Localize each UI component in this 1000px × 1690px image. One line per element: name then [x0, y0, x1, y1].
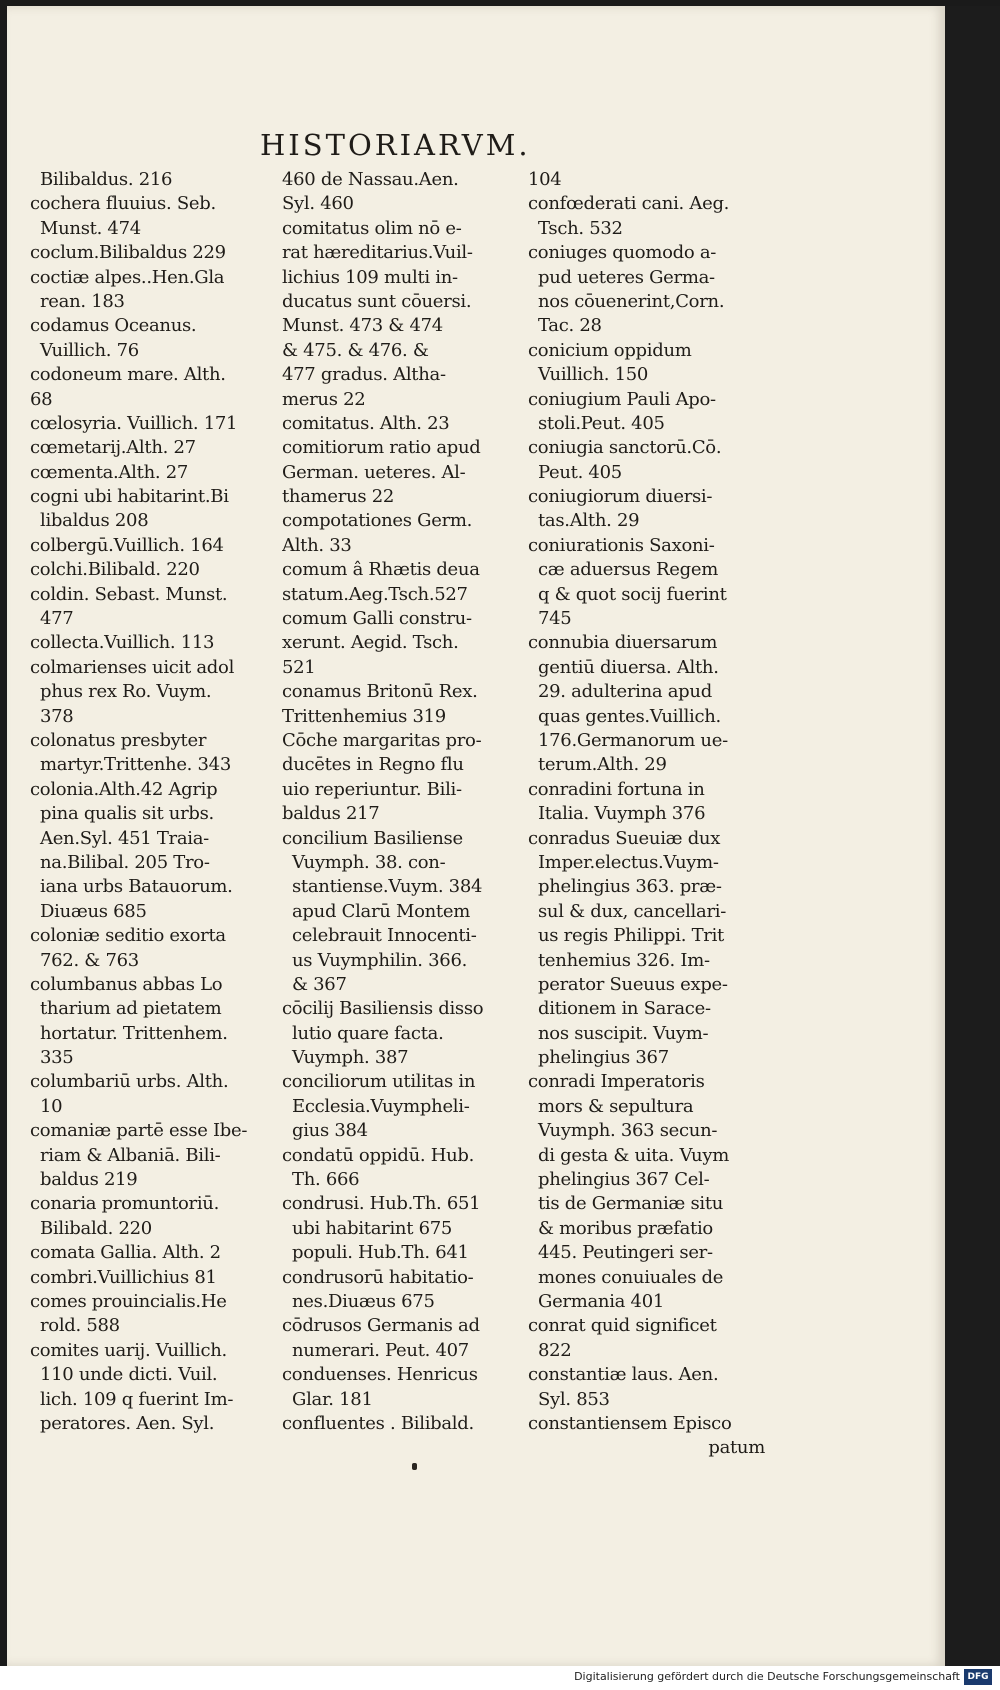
index-line: comaniæ partē esse Ibe- [30, 1120, 248, 1142]
index-line: patum [708, 1437, 765, 1458]
index-line: ditionem in Sarace- [538, 998, 711, 1020]
index-line: Vuymph. 363 secun- [538, 1120, 718, 1142]
index-line: mors & sepultura [538, 1095, 694, 1117]
index-line: pud ueteres Germa- [538, 266, 715, 288]
index-column-1 [30, 168, 257, 1458]
index-line: coclum.Bilibaldus 229 [30, 242, 226, 264]
index-line: coniugia sanctorū.Cō. [528, 437, 722, 459]
index-line: peratores. Aen. Syl. [40, 1412, 215, 1434]
index-line: Munst. 474 [40, 217, 141, 239]
index-line: conrat quid significet [528, 1315, 717, 1337]
index-line: colchi.Bilibald. 220 [30, 559, 200, 581]
index-line: libaldus 208 [40, 510, 149, 532]
index-line: 104 [528, 169, 562, 190]
index-line: cogni ubi habitarint.Bi [30, 486, 229, 508]
index-line: 68 [30, 388, 53, 410]
index-line: 110 unde dicti. Vuil. [40, 1364, 218, 1386]
index-line: martyr.Trittenhe. 343 [40, 754, 231, 776]
index-column-2 [282, 168, 515, 1458]
index-line: Glar. 181 [292, 1388, 373, 1410]
index-line: iana urbs Batauorum. [40, 876, 233, 898]
index-line: lich. 109 q fuerint Im- [40, 1388, 234, 1410]
index-line: constantiæ laus. Aen. [528, 1364, 719, 1386]
index-line: coniugium Pauli Apo- [528, 388, 716, 410]
index-line: nos suscipit. Vuym- [538, 1022, 709, 1044]
index-line: Bilibaldus. 216 [40, 169, 173, 190]
index-line: 477 gradus. Altha- [282, 364, 446, 386]
index-line: lichius 109 multi in- [282, 266, 458, 288]
index-line: conamus Britonū Rex. [282, 681, 478, 703]
index-line: stantiense.Vuym. 384 [292, 876, 483, 898]
index-line: thamerus 22 [282, 486, 395, 508]
index-line: Vuymph. 38. con- [292, 851, 446, 873]
index-line: confluentes . Bilibald. [282, 1412, 474, 1434]
index-line: colbergū.Vuillich. 164 [30, 534, 224, 556]
index-line: Vuymph. 387 [292, 1047, 409, 1069]
index-line: apud Clarū Montem [292, 900, 470, 922]
index-line: 521 [282, 656, 316, 678]
index-line: phelingius 367 Cel- [538, 1169, 710, 1191]
index-line: phelingius 367 [538, 1047, 669, 1069]
index-line: ducatus sunt cōuersi. [282, 290, 472, 312]
index-line: di gesta & uita. Vuym [538, 1144, 729, 1166]
index-line: Italia. Vuymph 376 [538, 803, 706, 825]
index-line: rat hæreditarius.Vuil- [282, 242, 473, 264]
index-line: colmarienses uicit adol [30, 656, 235, 678]
index-line: Cōche margaritas pro- [282, 729, 482, 751]
index-line: confœderati cani. Aeg. [528, 193, 730, 215]
index-line: Diuæus 685 [40, 900, 147, 922]
dfg-logo: DFG [964, 1669, 992, 1685]
index-line: coloniæ seditio exorta [30, 925, 226, 947]
index-line: ubi habitarint 675 [292, 1217, 453, 1239]
index-line: columbanus abbas Lo [30, 973, 223, 995]
index-line: populi. Hub.Th. 641 [292, 1242, 469, 1264]
running-title: HISTORIARVM. [260, 128, 531, 162]
index-line: coniurationis Saxoni- [528, 534, 715, 556]
index-line: uio reperiuntur. Bili- [282, 778, 462, 800]
index-line: cœmetarij.Alth. 27 [30, 437, 196, 459]
index-line: Aen.Syl. 451 Traia- [40, 827, 209, 849]
index-line: comitatus. Alth. 23 [282, 412, 450, 434]
index-line: Peut. 405 [538, 461, 622, 483]
index-line: condrusorū habitatio- [282, 1266, 474, 1288]
index-line: codoneum mare. Alth. [30, 364, 226, 386]
index-line: 445. Peutingeri ser- [538, 1242, 713, 1264]
index-line: comes prouincialis.He [30, 1290, 227, 1312]
index-line: pina qualis sit urbs. [40, 803, 214, 825]
index-line: terum.Alth. 29 [538, 754, 667, 776]
index-line: columbariū urbs. Alth. [30, 1071, 229, 1093]
index-line: Munst. 473 & 474 [282, 315, 443, 337]
index-line: Syl. 460 [282, 193, 354, 215]
index-line: constantiensem Episco [528, 1412, 732, 1434]
index-line: coniuges quomodo a- [528, 242, 717, 264]
index-line: baldus 217 [282, 803, 380, 825]
index-line: cōcilij Basiliensis disso [282, 998, 484, 1020]
index-line: Germania 401 [538, 1290, 664, 1312]
index-line: rean. 183 [40, 290, 125, 312]
index-line: Vuillich. 150 [538, 364, 649, 386]
index-line: comata Gallia. Alth. 2 [30, 1242, 221, 1264]
index-line: ducētes in Regno flu [282, 754, 464, 776]
index-line: Alth. 33 [282, 534, 352, 556]
index-line: perator Sueuus expe- [538, 973, 728, 995]
index-line: xerunt. Aegid. Tsch. [282, 632, 459, 654]
index-line: 176.Germanorum ue- [538, 729, 728, 751]
index-line: Ecclesia.Vuympheli- [292, 1095, 470, 1117]
index-line: quas gentes.Vuillich. [538, 705, 721, 727]
index-line: rold. 588 [40, 1315, 120, 1337]
index-line: 335 [40, 1047, 74, 1069]
index-line: baldus 219 [40, 1169, 138, 1191]
index-line: stoli.Peut. 405 [538, 412, 665, 434]
index-line: 477 [40, 608, 74, 630]
index-line: 762. & 763 [40, 949, 139, 971]
index-line: lutio quare facta. [292, 1022, 444, 1044]
index-line: collecta.Vuillich. 113 [30, 632, 215, 654]
index-line: comum Galli constru- [282, 608, 472, 630]
index-line: us regis Philippi. Trit [538, 925, 724, 947]
index-line: Imper.electus.Vuym- [538, 851, 719, 873]
index-line: & 475. & 476. & [282, 339, 429, 361]
index-line: & 367 [292, 973, 347, 995]
index-line: condatū oppidū. Hub. [282, 1144, 475, 1166]
index-line: celebrauit Innocenti- [292, 925, 477, 947]
index-line: tas.Alth. 29 [538, 510, 640, 532]
index-line: Tac. 28 [538, 315, 602, 337]
index-line: Vuillich. 76 [40, 339, 139, 361]
index-line: concilium Basiliense [282, 827, 463, 849]
index-line: coldin. Sebast. Munst. [30, 583, 228, 605]
index-line: merus 22 [282, 388, 366, 410]
index-line: conduenses. Henricus [282, 1364, 478, 1386]
index-line: comites uarij. Vuillich. [30, 1339, 227, 1361]
page-edge [945, 6, 1000, 1666]
index-line: phus rex Ro. Vuym. [40, 681, 212, 703]
index-line: Bilibald. 220 [40, 1217, 152, 1239]
index-line: codamus Oceanus. [30, 315, 197, 337]
index-line: condrusi. Hub.Th. 651 [282, 1193, 481, 1215]
index-line: tenhemius 326. Im- [538, 949, 710, 971]
index-line: sul & dux, cancellari- [538, 900, 726, 922]
index-line: gentiū diuersa. Alth. [538, 656, 719, 678]
index-line: conradus Sueuiæ dux [528, 827, 721, 849]
index-line: colonia.Alth.42 Agrip [30, 778, 218, 800]
index-line: cœlosyria. Vuillich. 171 [30, 412, 238, 434]
index-line: German. ueteres. Al- [282, 461, 466, 483]
index-line: comitatus olim nō e- [282, 217, 462, 239]
index-line: Syl. 853 [538, 1388, 610, 1410]
index-line: Tsch. 532 [538, 217, 623, 239]
index-line: cōdrusos Germanis ad [282, 1315, 480, 1337]
index-line: cæ aduersus Regem [538, 559, 718, 581]
index-line: 378 [40, 705, 74, 727]
index-line: connubia diuersarum [528, 632, 718, 654]
index-line: tis de Germaniæ situ [538, 1193, 724, 1215]
index-line: & moribus præfatio [538, 1217, 713, 1239]
index-line: mones conuiuales de [538, 1266, 724, 1288]
index-line: phelingius 363. præ- [538, 876, 722, 898]
index-line: hortatur. Trittenhem. [40, 1022, 228, 1044]
index-line: 460 de Nassau.Aen. [282, 169, 459, 190]
index-line: colonatus presbyter [30, 729, 207, 751]
index-line: Trittenhemius 319 [282, 705, 446, 727]
index-line: comum â Rhætis deua [282, 559, 480, 581]
index-line: 29. adulterina apud [538, 681, 712, 703]
index-line: us Vuymphilin. 366. [292, 949, 468, 971]
index-line: tharium ad pietatem [40, 998, 222, 1020]
index-line: gius 384 [292, 1120, 368, 1142]
index-line: 10 [40, 1095, 63, 1117]
digitization-footer [0, 1666, 1000, 1690]
page-signature-mark [412, 1463, 417, 1470]
index-line: 822 [538, 1339, 572, 1361]
index-line: cochera fluuius. Seb. [30, 193, 216, 215]
index-line: coniugiorum diuersi- [528, 486, 713, 508]
index-column-3 [528, 168, 765, 1458]
index-line: riam & Albaniā. Bili- [40, 1144, 221, 1166]
index-line: numerari. Peut. 407 [292, 1339, 469, 1361]
index-line: conicium oppidum [528, 339, 692, 361]
index-line: 745 [538, 608, 572, 630]
index-line: statum.Aeg.Tsch.527 [282, 583, 468, 605]
index-line: na.Bilibal. 205 Tro- [40, 851, 210, 873]
index-line: conradini fortuna in [528, 778, 705, 800]
index-line: q & quot socij fuerint [538, 583, 727, 605]
index-line: conciliorum utilitas in [282, 1071, 476, 1093]
index-line: cœmenta.Alth. 27 [30, 461, 189, 483]
index-line: nos cōuenerint,Corn. [538, 290, 725, 312]
index-line: combri.Vuillichius 81 [30, 1266, 217, 1288]
index-line: coctiæ alpes..Hen.Gla [30, 266, 225, 288]
index-line: comitiorum ratio apud [282, 437, 481, 459]
index-line: nes.Diuæus 675 [292, 1290, 435, 1312]
index-line: compotationes Germ. [282, 510, 473, 532]
index-line: Th. 666 [292, 1169, 360, 1191]
funding-note: Digitalisierung gefördert durch die Deutsche Forschungsgemeinschaft [574, 1670, 960, 1683]
index-line: conradi Imperatoris [528, 1071, 705, 1093]
index-line: conaria promuntoriū. [30, 1193, 220, 1215]
